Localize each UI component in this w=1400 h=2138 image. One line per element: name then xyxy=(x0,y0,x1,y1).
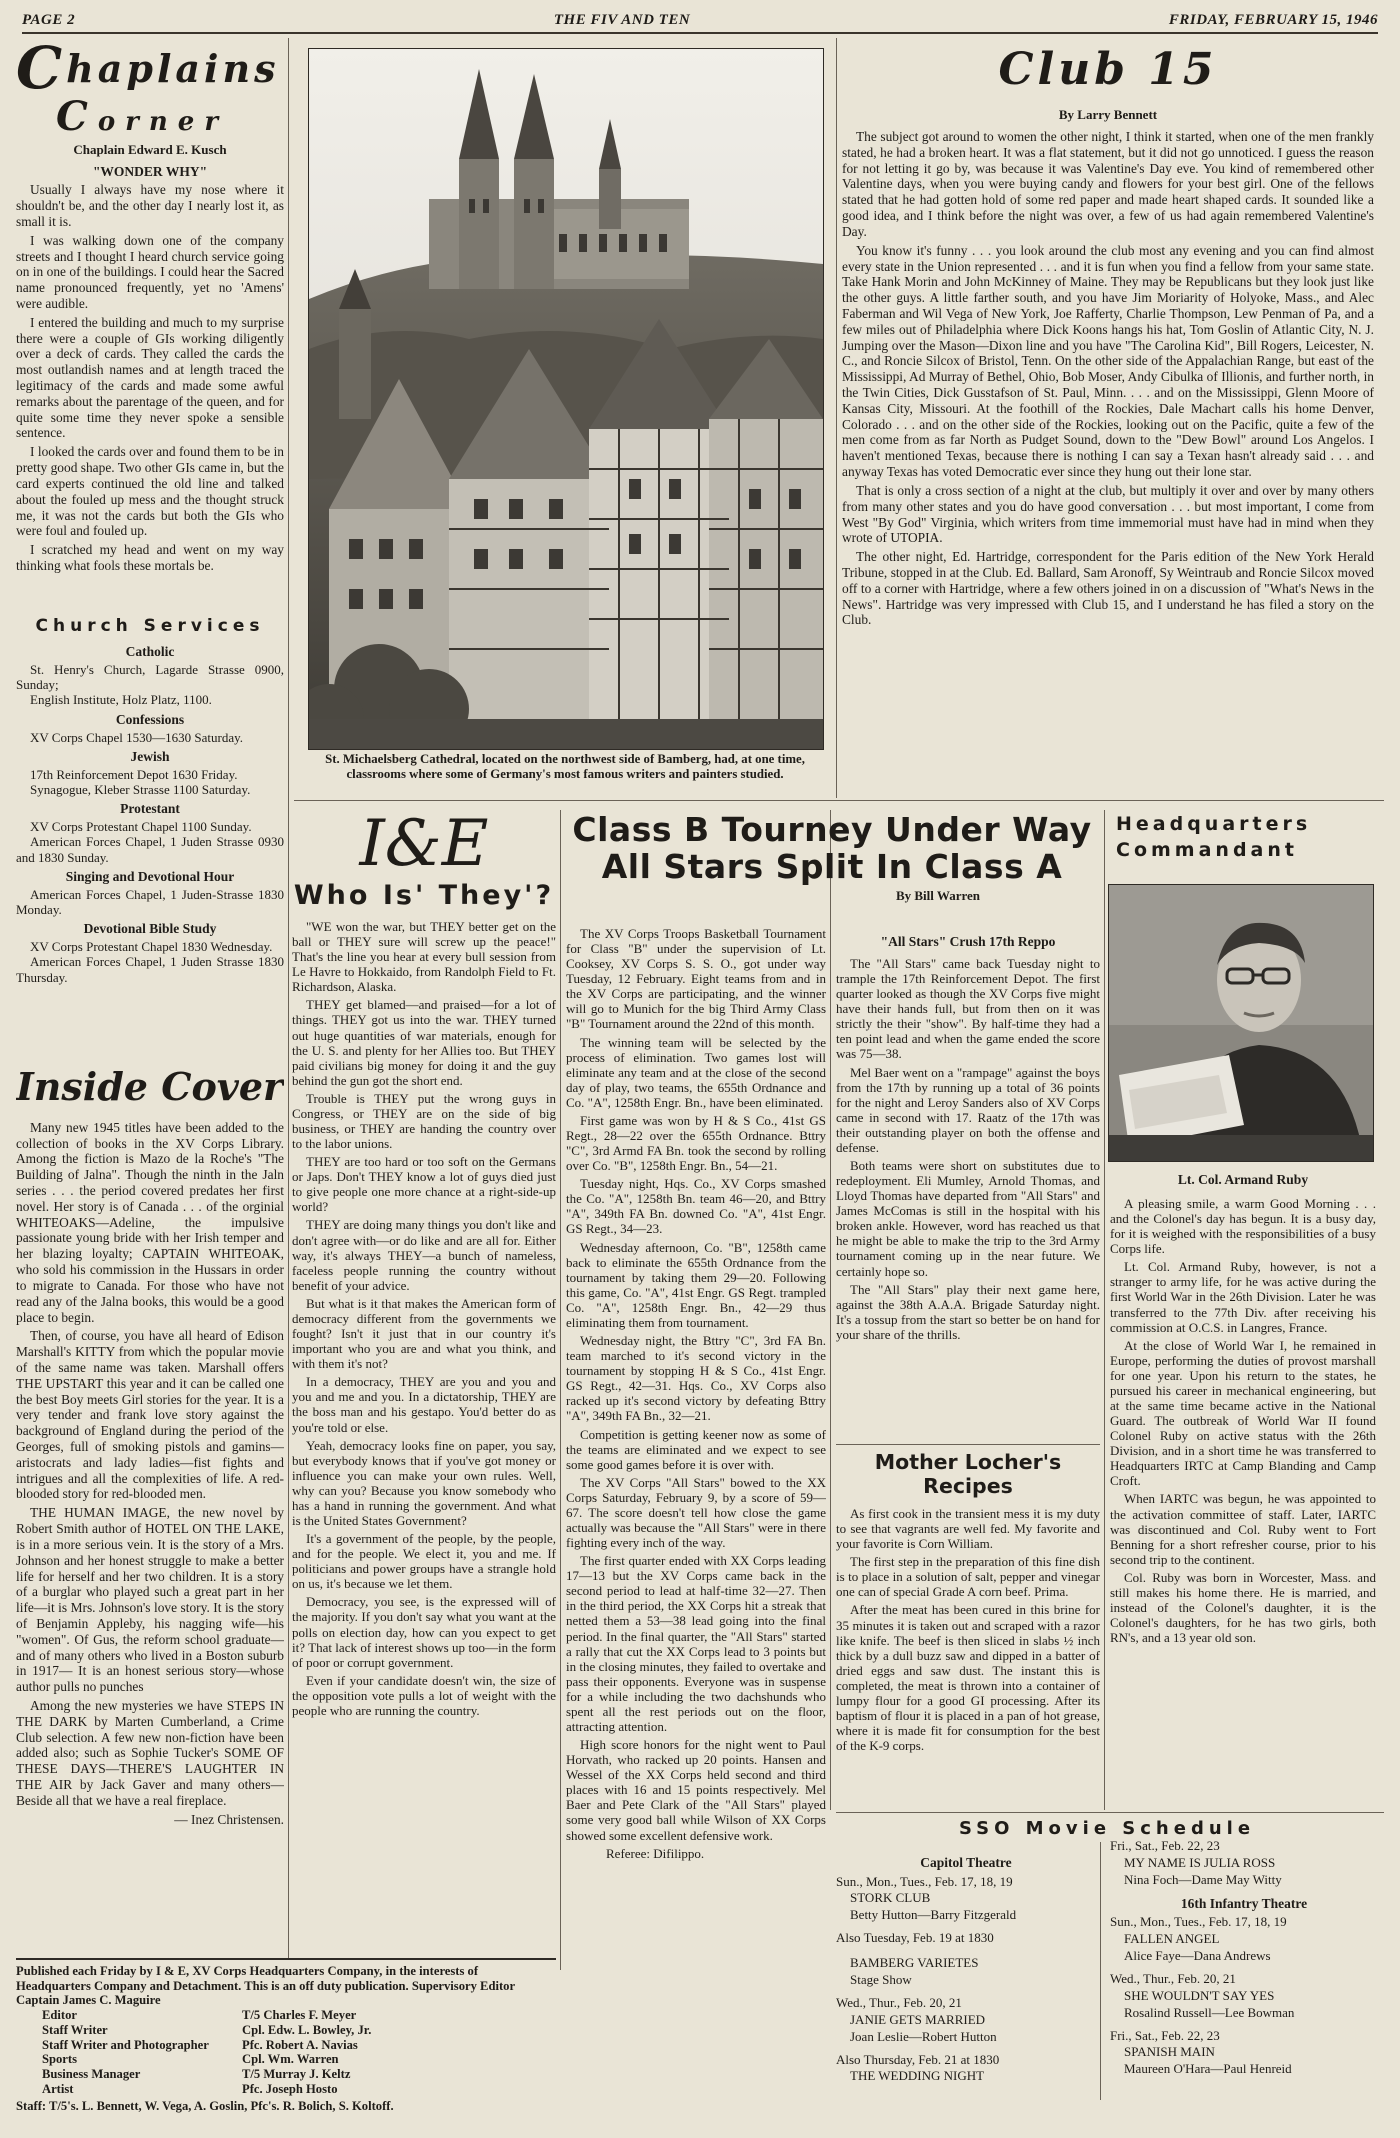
paragraph: Mel Baer went on a "rampage" against the boys from the 17th by running up a total of 36 points for the night and Leroy Sanders also of XV Corps came in second with 17. Raatz of the 17th was their outstanding player on both the offense and defense. xyxy=(836,1064,1100,1155)
service-line: American Forces Chapel, 1 Juden Strasse 0930 and 1830 Sunday. xyxy=(16,834,284,865)
showing-date: Wed., Thur., Feb. 20, 21 xyxy=(836,1994,962,2010)
staff-person: Cpl. Wm. Warren xyxy=(242,2052,339,2067)
paragraph: Democracy, you see, is the expressed will of the majority. If you don't say what you want at the polls on election day, how can you expect to get it? That lack of interest shows up too—in the form of poor or corrupt government. xyxy=(292,1594,556,1670)
column-rule xyxy=(836,38,837,798)
paragraph: THE HUMAN IMAGE, the new novel by Robert Smith author of HOTEL ON THE LAKE, is in a more serious vein. It is the story of a Mrs. Johnson and her honest struggle to make a better life for herself and her two children. It is a story of a burglar who played such a great part in her life—it is Mrs. Johnson's love story. It is the story of Benjamin Appleby, his nagging wife—his "women". Of Gus, the reform school graduate—and of many others who lived in a Boston suburb in 1917— It is an honest serious story—whose author pulls no punches xyxy=(16,1505,284,1695)
tourney-headline xyxy=(564,812,1100,932)
paragraph: Lt. Col. Armand Ruby, however, is not a stranger to army life, for he was active during the first World War in the 26th Division. Later he was transferred to the 77th Div. after receiving his commission at O.C.S. in Langres, France. xyxy=(1110,1259,1376,1335)
service-line: XV Corps Protestant Chapel 1100 Sunday. xyxy=(30,819,252,835)
staff-person: Cpl. Edw. L. Bowley, Jr. xyxy=(242,2022,372,2037)
staff-person: Pfc. Robert A. Navias xyxy=(242,2037,358,2052)
tourney-byline: By Bill Warren xyxy=(895,887,980,903)
paragraph: Referee: Difilippo. xyxy=(606,1845,705,1861)
movie-stars: Stage Show xyxy=(850,1972,912,1987)
all-stars-title: "All Stars" Crush 17th Reppo xyxy=(880,934,1056,949)
staff-person: T/5 Murray J. Keltz xyxy=(242,2067,351,2082)
issue-date: FRIDAY, FEBRUARY 15, 1946 xyxy=(1168,11,1378,28)
service-line: 17th Reinforcement Depot 1630 Friday. xyxy=(30,766,238,782)
staff-person: Pfc. Joseph Hosto xyxy=(242,2081,338,2096)
hq-title-line2: Commandant xyxy=(1116,838,1298,861)
paragraph: I looked the cards over and found them to be in pretty good shape. Two other GIs came in, but the card experts continued the old line and talked about the fouled up mess and the thought struck me, it was not the cards but both the GIs who were foul and fouled up. xyxy=(16,444,284,539)
service-line: XV Corps Protestant Chapel 1830 Wednesday. xyxy=(30,939,273,955)
article-signature: — Inez Christensen. xyxy=(174,1811,284,1827)
inside-cover-body xyxy=(16,1120,284,1828)
staff-footer: Staff: T/5's. L. Bennett, W. Vega, A. Goslin, Pfc's. R. Bolich, S. Koltoff. xyxy=(16,2098,394,2113)
mother-lochers-recipes xyxy=(836,1450,1100,1808)
commandant-caption: Lt. Col. Armand Ruby xyxy=(1177,1172,1309,1187)
paragraph: The "All Stars" play their next game here, against the 38th A.A.A. Brigade Saturday night. It's a tossup from the start so better be on hand for your share of the thrills. xyxy=(836,1281,1100,1342)
chaplains-corner-title: Chaplains xyxy=(16,44,280,102)
movie-stars: Betty Hutton—Barry Fitzgerald xyxy=(850,1907,1017,1923)
chaplain-article-body xyxy=(16,182,284,574)
chaplains-corner-subtitle: Corner xyxy=(56,93,229,141)
paragraph: In a democracy, THEY are you and you and you and me and you. In a dictatorship, THEY are the boss man and his gestapo. You'd better do as you're told or else. xyxy=(292,1374,556,1435)
chaplain-headline: "WONDER WHY" xyxy=(92,164,208,180)
commandant-article-text xyxy=(1110,1196,1376,1645)
service-heading: Devotional Bible Study xyxy=(83,921,217,937)
bamberg-cathedral-photo xyxy=(308,48,824,750)
column-rule xyxy=(1100,1842,1101,2100)
club-15-title: Club 15 xyxy=(998,44,1218,95)
movie-schedule-left xyxy=(836,1852,1096,2134)
chaplain-byline: Chaplain Edward E. Kusch xyxy=(73,142,227,158)
staff-list xyxy=(42,2008,556,2096)
paragraph: THEY are doing many things you don't like and don't agree with—or do like and are all for. Either way, it's always THEY—a bunch of nameless, faceless people running the country without benefit of your advice. xyxy=(292,1217,556,1293)
cathedral-illustration xyxy=(309,49,823,749)
paragraph: When IARTC was begun, he was appointed to the activation committee of staff. Later, IARTC was discontinued and Col. Ruby went to Fort Benning for a short refresher course, prior to his second trip to the continent. xyxy=(1110,1491,1376,1567)
section-rule xyxy=(836,1812,1384,1813)
recipes-body xyxy=(836,1506,1100,1753)
paragraph: Yeah, democracy looks fine on paper, you say, but everybody knows that if you've got money or influence you can make your own rules. Well, why can you? Because you know somebody who has a hand in running the government. And what is the United States Government? xyxy=(292,1437,556,1528)
paragraph: I scratched my head and went on my way thinking what fools these mortals be. xyxy=(16,542,284,573)
column-rule xyxy=(560,810,561,1970)
paragraph: The other night, Ed. Hartridge, correspondent for the Paris edition of the New York Herald Tribune, stopped in at the Club. Ed. Ballard, Sam Aronoff, Sy Weintraub and Roncie Silcox moved off to a corner with Hartridge, where a few others joined in on a discussion of "What's News in the News". Hartridge was very impressed with Club 15, and I understand he has filed a story on the Club. xyxy=(842,549,1374,628)
commandant-portrait xyxy=(1109,885,1373,1161)
paragraph: Even if your candidate doesn't win, the size of the opposition vote pulls a lot of weight with the people who are running the country. xyxy=(292,1672,556,1718)
showing-date: Sun., Mon., Tues., Feb. 17, 18, 19 xyxy=(1110,1914,1287,1930)
showing-date: Also Thursday, Feb. 21 at 1830 xyxy=(836,2051,1000,2067)
paragraph: But what is it that makes the American form of democracy different from the governments we fought? Isn't it just that in our country it's important who you are and what you think, and with them it's not? xyxy=(292,1295,556,1372)
inside-cover-title: Inside Cover xyxy=(16,1066,284,1109)
ie-article xyxy=(292,812,556,1958)
all-stars-article xyxy=(836,930,1100,1454)
movie-title: FALLEN ANGEL xyxy=(1124,1931,1220,1947)
showing-date: Wed., Thur., Feb. 20, 21 xyxy=(1110,1970,1236,1986)
paragraph: Trouble is THEY put the wrong guys in Congress, or THEY are on the side of big business, or THEY are handing the country over to the labor unions. xyxy=(292,1090,556,1152)
paragraph: Among the new mysteries we have STEPS IN THE DARK by Marten Cumberland, a Crime Club selection. A few new non-fiction have been added also; such as Sophie Tucker's SOME OF THESE DAYS—THERE'S LAUGHTER IN THE AIR by Jack Gaver and many others—Beside all that we have a real fireplace. xyxy=(16,1698,284,1808)
movie-stars: Alice Faye—Dana Andrews xyxy=(1124,1948,1271,1963)
movie-title: JANIE GETS MARRIED xyxy=(850,2011,986,2027)
paragraph: High score honors for the night went to Paul Horvath, who racked up 20 points. Hansen and Wessel of the XX Corps held second and third places with 16 and 15 points respectively. Mel Baer and Pete Clark of the "All Stars" played some very good ball while Wilson of XX Corps showed some excellent defensive work. xyxy=(566,1737,826,1843)
staff-role: Artist xyxy=(42,2081,74,2096)
paragraph: THEY get blamed—and praised—for a lot of things. THEY got us into the war. THEY turned out huge quantities of war materials, enough for the U. S. and plenty for her Allies too. But THEY paid civilians big money for doing it and the guy behind the gun got the short end. xyxy=(292,997,556,1088)
staff-role: Staff Writer and Photographer xyxy=(42,2037,209,2052)
paragraph: The subject got around to women the other night, I think it started, when one of the men frankly stated, he had a broken heart. It was a flat statement, but it did not go unnoticed. I guess the reason for not letting it go by, was because it was Valentine's Day eve. You kind of remembered other Valentine days, when you were buying candy and flowers for your best girl. One of the fellows stated that he had gotten hold of some red paper and made heart shaped cards. It sounded like a good idea, and I think before the night was over, a few of us had again remembered Valentine's Day. xyxy=(842,129,1374,239)
section-rule xyxy=(16,1958,556,1960)
paper-name: THE FIV AND TEN xyxy=(553,11,691,28)
theatre-name: Capitol Theatre xyxy=(920,1855,1012,1870)
staff-person: T/5 Charles F. Meyer xyxy=(242,2008,357,2023)
hq-title-line1: Headquarters xyxy=(1116,813,1312,835)
commandant-photo xyxy=(1108,884,1374,1162)
section-rule xyxy=(294,800,1384,801)
paragraph: Usually I always have my nose where it shouldn't be, and the other day I nearly lost it, as small it is. xyxy=(16,182,284,229)
publication-notice: Published each Friday by I & E, XV Corps Headquarters Company, in the interests of Headquarters Company and Detachment. This is an off duty publication. Supervisory Editor Captain James C. Maguire xyxy=(16,1964,515,2008)
ie-body xyxy=(292,919,556,1718)
movie-stars: Rosalind Russell—Lee Bowman xyxy=(1124,2004,1295,2020)
tourney-title-line2: All Stars Split In Class A xyxy=(601,846,1063,886)
paragraph: The first quarter ended with XX Corps leading 17—13 but the XV Corps came back in the second period to lead at half-time 32—27. Then in the third period, the XX Corps hit a streak that netted them a 53—38 lead going into the final period. In the final quarter, the "All Stars" started a rally that cut the XX Corps lead to 3 points but in the closing minutes, they failed to overtake and pass their opponents. Everyone was in suspense for a while including the two dachshunds who spent all the rest periods out on the floor, attracting attention. xyxy=(566,1553,826,1734)
movie-title: SPANISH MAIN xyxy=(1124,2044,1215,2060)
service-line: American Forces Chapel, 1 Juden Strasse 1830 Thursday. xyxy=(16,954,284,985)
paragraph: I was walking down one of the company streets and I thought I heard church service going on in one of the buildings. I could hear the Sacred name pronounced frequently, yet no 'Amens' were audible. xyxy=(16,232,284,311)
inside-cover xyxy=(16,1066,284,1956)
movie-title: MY NAME IS JULIA ROSS xyxy=(1124,1854,1276,1870)
service-line: Synagogue, Kleber Strasse 1100 Saturday. xyxy=(30,782,251,798)
movie-title: STORK CLUB xyxy=(850,1890,931,1906)
column-rule xyxy=(1104,810,1105,1810)
movie-title: THE WEDDING NIGHT xyxy=(850,2068,985,2084)
paragraph: It's a government of the people, by the people, and for the people. We elect it, you and me. If politicians and power groups have a strangle hold on us, it's because we let them. xyxy=(292,1531,556,1592)
showing-date: Also Tuesday, Feb. 19 at 1830 xyxy=(836,1930,994,1946)
ie-title: I&E xyxy=(359,812,489,881)
staff-role: Sports xyxy=(42,2052,77,2067)
paragraph: Competition is getting keener now as some of the teams are eliminated and we expect to see some good games before it is over with. xyxy=(566,1426,826,1472)
paragraph: After the meat has been cured in this brine for 35 minutes it is taken out and scraped with a razor like knife. The beef is then sliced in slabs ½ inch thick by a dull buzz saw and dipped in a batter of dried eggs and saw dust. The instant this is completed, the meat is thrown into a container of lumpy flour for a good GI processing. After its baptism of flour it is placed in a pan of hot grease, where it is made fit for consumption for the best of the K-9 corps. xyxy=(836,1602,1100,1754)
staff-role: Staff Writer xyxy=(42,2022,108,2037)
ie-subtitle: Who Is' They'? xyxy=(293,880,555,911)
paragraph: Col. Ruby was born in Worcester, Mass. and still makes his home there. He is married, and instead of the Colonel's daughter, it is the Colonel's daughters, for he has two girls, both RN's, and a 13 year old son. xyxy=(1110,1569,1376,1646)
showing-date: Sun., Mon., Tues., Feb. 17, 18, 19 xyxy=(836,1873,1013,1889)
service-heading: Confessions xyxy=(115,711,185,727)
paragraph: The winning team will be selected by the process of elimination. Two games lost will eliminate any team and at the close of the second day of play, two teams, the 655th Ordnance and Co. "A", 1258th Engr. Bn., have been eliminated. xyxy=(566,1034,826,1110)
paragraph: I entered the building and much to my surprise there were a couple of GIs working diligently over a deck of cards. They called the cards the most outlandish names and at length traced the legitimacy of the cards and made some awful remarks about the parentage of the queen, and for quite some time they never spoke a sensible sentence. xyxy=(16,314,284,441)
club-15-body xyxy=(842,129,1374,628)
page-number: PAGE 2 xyxy=(22,11,76,28)
paragraph: The first step in the preparation of this fine dish is to place in a solution of salt, pepper and vinegar one can of special Grade A corn beef. Prima. xyxy=(836,1554,1100,1600)
movie-title: BAMBERG VARIETES xyxy=(850,1955,979,1971)
service-line: St. Henry's Church, Lagarde Strasse 0900, Sunday; xyxy=(16,662,284,693)
service-heading: Jewish xyxy=(130,748,170,764)
movie-schedule-title: SSO Movie Schedule xyxy=(958,1818,1256,1839)
recipes-title: Mother Locher's Recipes xyxy=(874,1450,1062,1498)
service-heading: Catholic xyxy=(125,644,175,659)
movie-title: SHE WOULDN'T SAY YES xyxy=(1124,1987,1275,2003)
movie-schedule-right xyxy=(1110,1838,1378,2134)
paragraph: Many new 1945 titles have been added to the collection of books in the XV Corps Library. Among the fiction is Mazo de la Roche's "The Building of Jalna". Though the ninth in the Jaln series . . . the period covered predates her first novel. Her story is of Canada . . . of the orginial WHITEOAKS—Adeline, the impulsive passionate young bride with her Irish temper and her blazing loyalty; CAPTAIN WHITEOAK, who sold his commission in the Hussars in order to migrate to Canada. For those who have not read any of the Jalna books, this would be a good place to begin. xyxy=(16,1119,284,1325)
paragraph: First game was won by H & S Co., 41st GS Regt., 28—22 over the 655th Ordnance. Bttry "C", 3rd Armd FA Bn. took the second by rolling over Co. "B", 1258th Engr. Bn., 54—21. xyxy=(566,1112,826,1174)
movie-stars: Nina Foch—Dame May Witty xyxy=(1124,1871,1282,1887)
club-15 xyxy=(842,44,1374,800)
tourney-article xyxy=(566,926,826,2086)
church-services-list xyxy=(16,644,284,985)
church-services xyxy=(16,616,284,1066)
paragraph: At the close of World War I, he remained in Europe, performing the duties of provost marshall for one year. Upon his return to the states, he pursued his career in mechanical engineering, but at the same time became active in the National Guard. The outbreak of World War II found Colonel Ruby on active status with the 26th Division, and in a short time he was transferred to Headquarters IRTC at Camp Blanding and Camp Croft. xyxy=(1110,1337,1376,1489)
club-15-byline: By Larry Bennett xyxy=(1058,107,1158,122)
tourney-body xyxy=(566,926,826,1861)
paragraph: Then, of course, you have all heard of Edison Marshall's KITTY from which the popular movie of the same name was taken. Marshall offers THE UPSTART this year and it can be called one the best Boy meets Girl stories for the year. It is a very tender and frank love story against the background of England during the period of the Georges, full of smoking pistols and gamins—aristocrats and lady ladies—fist fights and intrigues and all the complexities of life. A red-blooded story for red-blooded men. xyxy=(16,1328,284,1502)
showing-date: Fri., Sat., Feb. 22, 23 xyxy=(1110,1838,1220,1853)
service-line: American Forces Chapel, 1 Juden-Strasse 1830 Monday. xyxy=(16,886,284,918)
service-line: XV Corps Chapel 1530—1630 Saturday. xyxy=(30,729,244,745)
paragraph: The "All Stars" came back Tuesday night to trample the 17th Reinforcement Depot. The first quarter looked as though the XV Corps five might have their hands full, but from then on it was strictly the their "show". By half-time they had a ten point lead and when the game ended the score was 75—38. xyxy=(836,956,1100,1062)
tourney-title-line1: Class B Tourney Under Way xyxy=(572,812,1092,849)
service-heading: Singing and Devotional Hour xyxy=(65,868,235,884)
paragraph: Wednesday night, the Bttry "C", 3rd FA Bn. team marched to it's second victory in the tournament by stopping H & S Co., 41st Engr. GS Regt., 42—31. Hqs. Co., XV Corps also racked up it's second victory by defeating Bttry "A", 349th FA Bn., 32—21. xyxy=(566,1333,826,1424)
paragraph: That is only a cross section of a night at the club, but multiply it over and over by many others from many other states and you do have good conversation . . . but most important, I come from West "By God" Virginia, which writers from time immemorial must have had in mind when they wrote of UTOPIA. xyxy=(842,482,1374,546)
paragraph: The XV Corps Troops Basketball Tournament for Class "B" under the supervision of Lt. Cooksey, XV Corps S. S. O., got under way Tuesday, 12 February. Eight teams from and in the XV Corps are participating, and the winner will go to Munich for the big Third Army Class "B" Tournament around the 22nd of this month. xyxy=(566,926,826,1032)
photo-caption: St. Michaelsberg Cathedral, located on the northwest side of Bamberg, had, at one time, classrooms where some of Germany's most famous writers and painters studied. xyxy=(325,752,805,781)
paragraph: As first cook in the transient mess it is my duty to see that vagrants are well fed. My favorite and your favorite is Corn William. xyxy=(836,1506,1100,1552)
photo-caption-box xyxy=(300,752,830,800)
column-rule xyxy=(830,810,831,1810)
staff-role: Business Manager xyxy=(42,2067,141,2082)
movie-stars: Joan Leslie—Robert Hutton xyxy=(850,2028,997,2044)
paragraph: THEY are too hard or too soft on the Germans or Japs. Don't THEY know a lot of guys died just to give people one more chance at a right-side-up world? xyxy=(292,1154,556,1215)
hq-commandant-body xyxy=(1110,1168,1376,1812)
paragraph: "WE won the war, but THEY better get on the ball or THEY sure will screw up the peace!" That's the line you hear at every bull session from Le Havre to Hokkaido, from Randolph Field to Ft. Richardson, Alaska. xyxy=(292,919,556,995)
service-line: English Institute, Holz Platz, 1100. xyxy=(30,692,212,708)
showing-date: Fri., Sat., Feb. 22, 23 xyxy=(1110,2027,1220,2043)
church-services-title: Church Services xyxy=(35,616,265,636)
paragraph: Wednesday afternoon, Co. "B", 1258th came back to eliminate the 655th Ordnance from the tournament by taking them 29—20. Following this game, Co. "A", 41st Engr. GS Regt. trampled Co. "A", 1258th Engr. Bn., 42—29 thus eliminating them from tournament. xyxy=(566,1239,826,1330)
movie-stars: Maureen O'Hara—Paul Henreid xyxy=(1124,2061,1292,2077)
paragraph: A pleasing smile, a warm Good Morning . . . and the Colonel's day has begun. It is a busy day, for it is weighed with the responsibilities of a busy Corps life. xyxy=(1110,1196,1376,1257)
chaplains-corner xyxy=(16,44,284,624)
paragraph: Both teams were short on substitutes due to redeployment. Eli Mumley, Arnold Thomas, and Lloyd Thomas have departed from "All Stars" and James McComas is still in the hospital with his broken ankle. However, word has reached us that he might be able to make the trip to the 3rd Army tournament coming up in the near future. We certainly hope so. xyxy=(836,1158,1100,1279)
column-rule xyxy=(288,38,289,1958)
section-rule xyxy=(836,1444,1100,1445)
masthead xyxy=(22,8,1378,34)
theatre-name: 16th Infantry Theatre xyxy=(1180,1895,1308,1911)
service-heading: Protestant xyxy=(120,801,180,817)
all-stars-body xyxy=(836,956,1100,1342)
staff-masthead xyxy=(16,1964,556,2134)
paragraph: You know it's funny . . . you look around the club most any evening and you can find almost every state in the Union represented . . . and it is fun when you find a fellow from your same state. Take Hank Morin and John McKinney of Maine. They may be Republicans but they look just like the other guys. A little farther south, and you have Jim Moriarity of Holyoke, Mass., and Alec Faberman and Wil Vega of New York, Joe Rafferty, Charlie Thompson, Lew Penman of Pa, and a few miles out of Philadelphia where Dick Koons hangs his hat, Tom Goslin of Atlantic City, N. J. Jumping over the Mason—Dixon line and you have "The Carolina Kid", Bill Rogers, Leicester, N. C., and Roncie Silcox of Bristol, Tenn. On the other side of the Appalachian Range, but east of the Mississippi, Ad Murray of Bethel, Ohio, Bob Moser, Andy Cibulka of Illionis, and further north, in the Twin Cities, Dick Gusstafson of St. Paul, Minn. . . . and on the Mississippi, Glenn Moore of Kansas City, Missouri. At the foothill of the Rockies, Dale Machart calls his home Denver, Colorado . . . and on the other side of the Rockies, looking out on the Pacific, quite a few of the men come from as far North as Pudget Sound, down to the "Dew Bowl" around Los Angelos. I haven't mentioned Texas, because there is nothing I can say a Texan hasn't already said . . . and anyway Texas has voted Democratic ever since they hung out their lone star. xyxy=(842,242,1374,480)
paragraph: Tuesday night, Hqs. Co., XV Corps smashed the Co. "A", 1258th Bn. team 46—20, and Bttry "A", 349th FA Bn. downed Co. "A", 41st Engr. GS Regt., 34—23. xyxy=(566,1176,826,1237)
staff-role: Editor xyxy=(42,2008,77,2023)
paragraph: The XV Corps "All Stars" bowed to the XX Corps Saturday, February 9, by a score of 59—67. The score doesn't tell how close the game actually was because the "All Stars" were in there fighting every inch of the way. xyxy=(566,1474,826,1551)
